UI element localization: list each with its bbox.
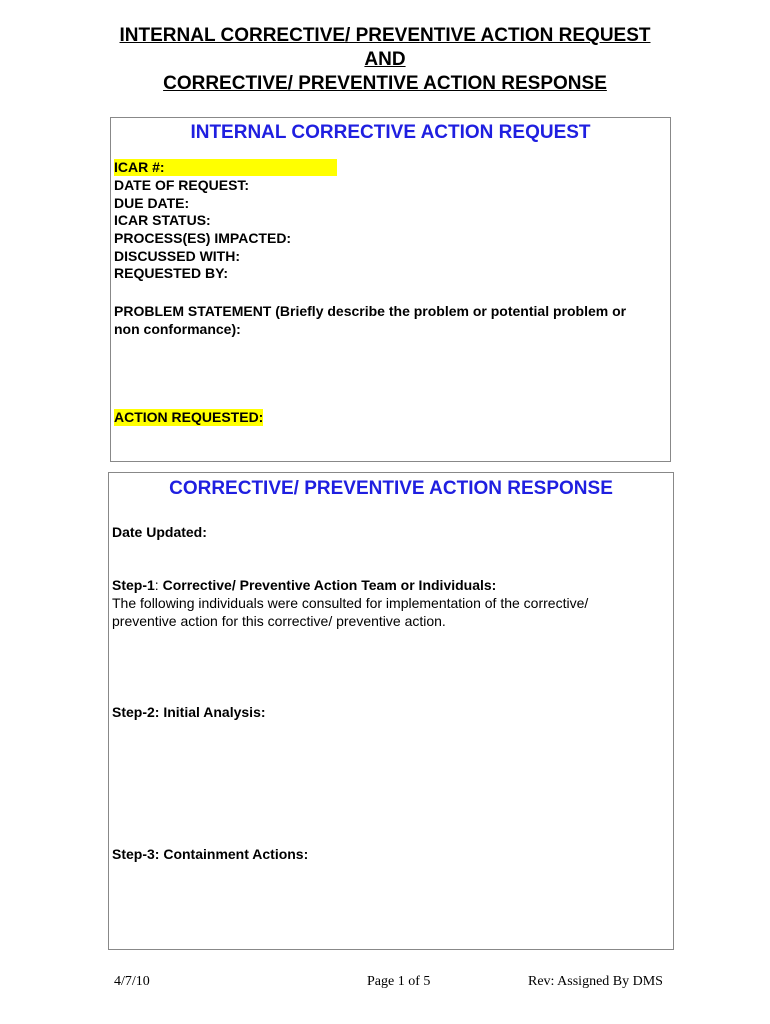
icar-number-field[interactable]: ICAR #: <box>114 159 337 176</box>
document-title <box>0 24 770 96</box>
step1-label: Step-1 <box>112 577 155 593</box>
title-line-2: AND <box>364 49 406 70</box>
step3-heading: Step-3: Containment Actions: <box>112 846 309 862</box>
processes-impacted-field[interactable]: PROCESS(ES) IMPACTED: <box>114 230 292 246</box>
action-requested-label: ACTION REQUESTED: <box>114 409 264 425</box>
step1-text-line-2: preventive action for this corrective/ preventive action. <box>112 613 446 629</box>
step1-text-line-1: The following individuals were consulted for implementation of the corrective/ <box>112 595 589 611</box>
problem-statement-label-1: PROBLEM STATEMENT (Briefly describe the problem or potential problem or <box>114 303 627 319</box>
requested-by-field[interactable]: REQUESTED BY: <box>114 265 229 281</box>
problem-statement-label-2: non conformance): <box>114 321 241 337</box>
response-section-title: CORRECTIVE/ PREVENTIVE ACTION RESPONSE <box>169 478 613 499</box>
step2-heading: Step-2: Initial Analysis: <box>112 704 266 720</box>
date-of-request-field[interactable]: DATE OF REQUEST: <box>114 177 250 193</box>
icar-status-field[interactable]: ICAR STATUS: <box>114 212 211 228</box>
date-updated-field[interactable]: Date Updated: <box>112 524 207 540</box>
step1-title: Corrective/ Preventive Action Team or Individuals: <box>162 577 497 593</box>
request-section-title: INTERNAL CORRECTIVE ACTION REQUEST <box>190 122 591 143</box>
step1-heading <box>112 576 496 594</box>
step1-colon: : <box>154 577 163 593</box>
response-section <box>108 472 674 950</box>
due-date-field[interactable]: DUE DATE: <box>114 195 190 211</box>
footer-revision: Rev: Assigned By DMS <box>528 974 663 989</box>
discussed-with-field[interactable]: DISCUSSED WITH: <box>114 248 240 264</box>
footer-date: 4/7/10 <box>114 974 150 989</box>
footer-page-number: Page 1 of 5 <box>367 974 431 989</box>
title-line-3: CORRECTIVE/ PREVENTIVE ACTION RESPONSE <box>163 73 607 94</box>
request-section <box>110 117 671 462</box>
title-line-1: INTERNAL CORRECTIVE/ PREVENTIVE ACTION REQUEST <box>119 25 651 46</box>
